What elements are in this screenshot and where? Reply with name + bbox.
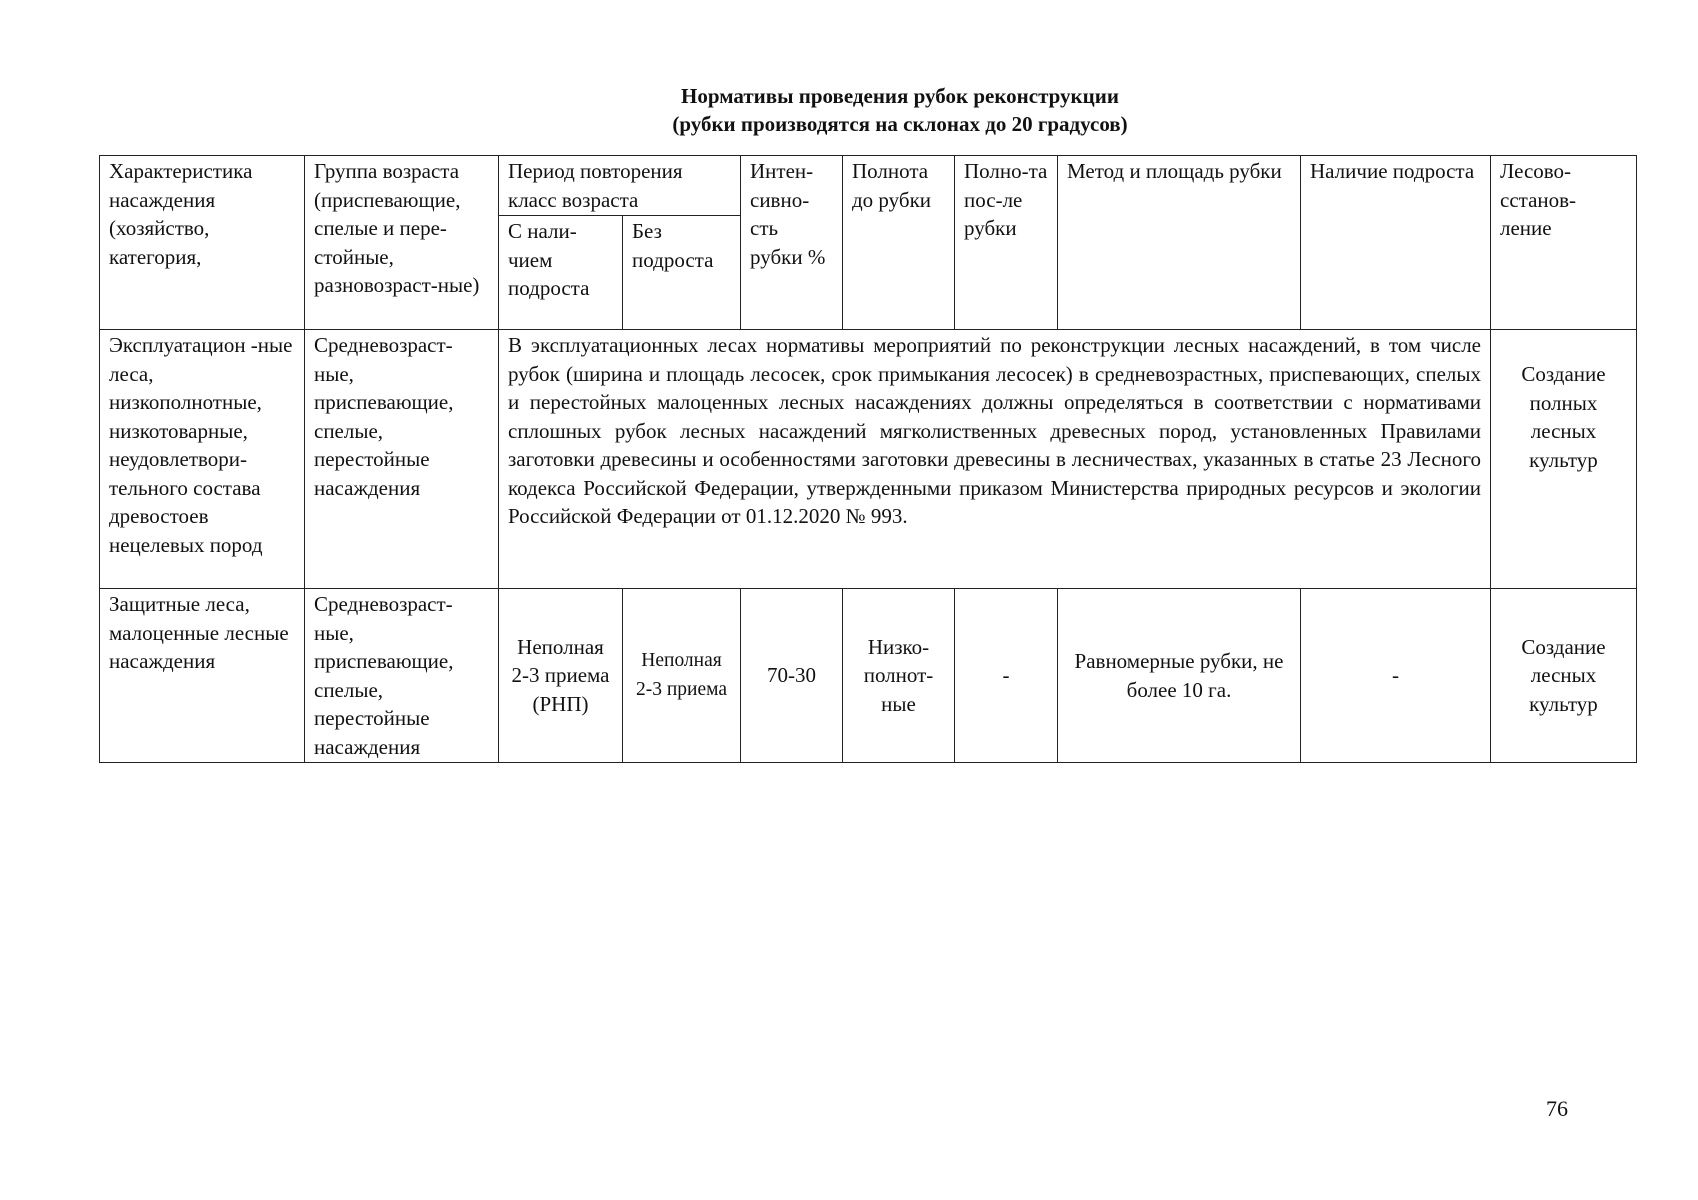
header-row xyxy=(100,156,1637,216)
header-method: Метод и площадь рубки xyxy=(1058,156,1301,330)
row2-intensity: 70-30 xyxy=(741,589,843,763)
row2-density-after: - xyxy=(955,589,1058,763)
row2-without-undergrowth: Неполная 2-3 приема xyxy=(623,589,741,763)
document-title xyxy=(0,82,1698,138)
row1-characteristic: Эксплуатацион -ные леса, низкополнотные, низкотоварные, неудовлетвори-тельного состава древостоев нецелевых пород xyxy=(100,330,305,589)
row2-method: Равномерные рубки, не более 10 га. xyxy=(1058,589,1301,763)
row2-undergrowth: - xyxy=(1301,589,1491,763)
row1-note: В эксплуатационных лесах нормативы мероприятий по реконструкции лесных насаждений, в том числе рубок (ширина и площадь лесосек, срок примыкания лесосек) в средневозрастных, приспевающих, спелых и перестойных малоценных лесных насаждениях должны определяться в соответствии с нормативами сплошных рубок лесных насаждений мягколиственных древесных пород, установленных Правилами заготовки древесины и особенностями заготовки древесины в лесничествах, указанных в статье 23 Лесного кодекса Российской Федерации, утвержденными приказом Министерства природных ресурсов и экологии Российской Федерации от 01.12.2020 № 993. xyxy=(499,330,1491,589)
header-density-after: Полно-та пос-ле рубки xyxy=(955,156,1058,330)
row1-age-group: Средневозраст-ные, приспевающие, спелые, перестойные насаждения xyxy=(305,330,499,589)
table-row xyxy=(100,589,1637,763)
row2-age-group: Средневозраст-ные, приспевающие, спелые, перестойные насаждения xyxy=(305,589,499,763)
title-line-1: Нормативы проведения рубок реконструкции xyxy=(681,84,1119,108)
header-density-before: Полнота до рубки xyxy=(843,156,955,330)
page-number: 76 xyxy=(1546,1096,1568,1121)
title-line-2: (рубки производятся на склонах до 20 градусов) xyxy=(672,112,1128,136)
row2-with-undergrowth: Неполная 2-3 приема (РНП) xyxy=(499,589,623,763)
row1-reforestation: Создание полных лесных культур xyxy=(1491,330,1637,589)
header-age-group: Группа возраста (приспевающие, спелые и пере-стойные, разновозраст-ные) xyxy=(305,156,499,330)
row2-density-before: Низко-полнот-ные xyxy=(843,589,955,763)
table-row xyxy=(100,330,1637,589)
header-undergrowth: Наличие подроста xyxy=(1301,156,1491,330)
header-with-undergrowth: С нали-чием подроста xyxy=(499,216,623,330)
header-without-undergrowth: Без подроста xyxy=(623,216,741,330)
header-intensity: Интен-сивно-сть рубки % xyxy=(741,156,843,330)
row2-reforestation: Создание лесных культур xyxy=(1491,589,1637,763)
row2-characteristic: Защитные леса, малоценные лесные насаждения xyxy=(100,589,305,763)
header-reforestation: Лесово-сстанов-ление xyxy=(1491,156,1637,330)
norms-table xyxy=(99,155,1637,763)
header-period: Период повторения класс возраста xyxy=(499,156,741,216)
header-characteristic: Характеристика насаждения (хозяйство, категория, xyxy=(100,156,305,330)
